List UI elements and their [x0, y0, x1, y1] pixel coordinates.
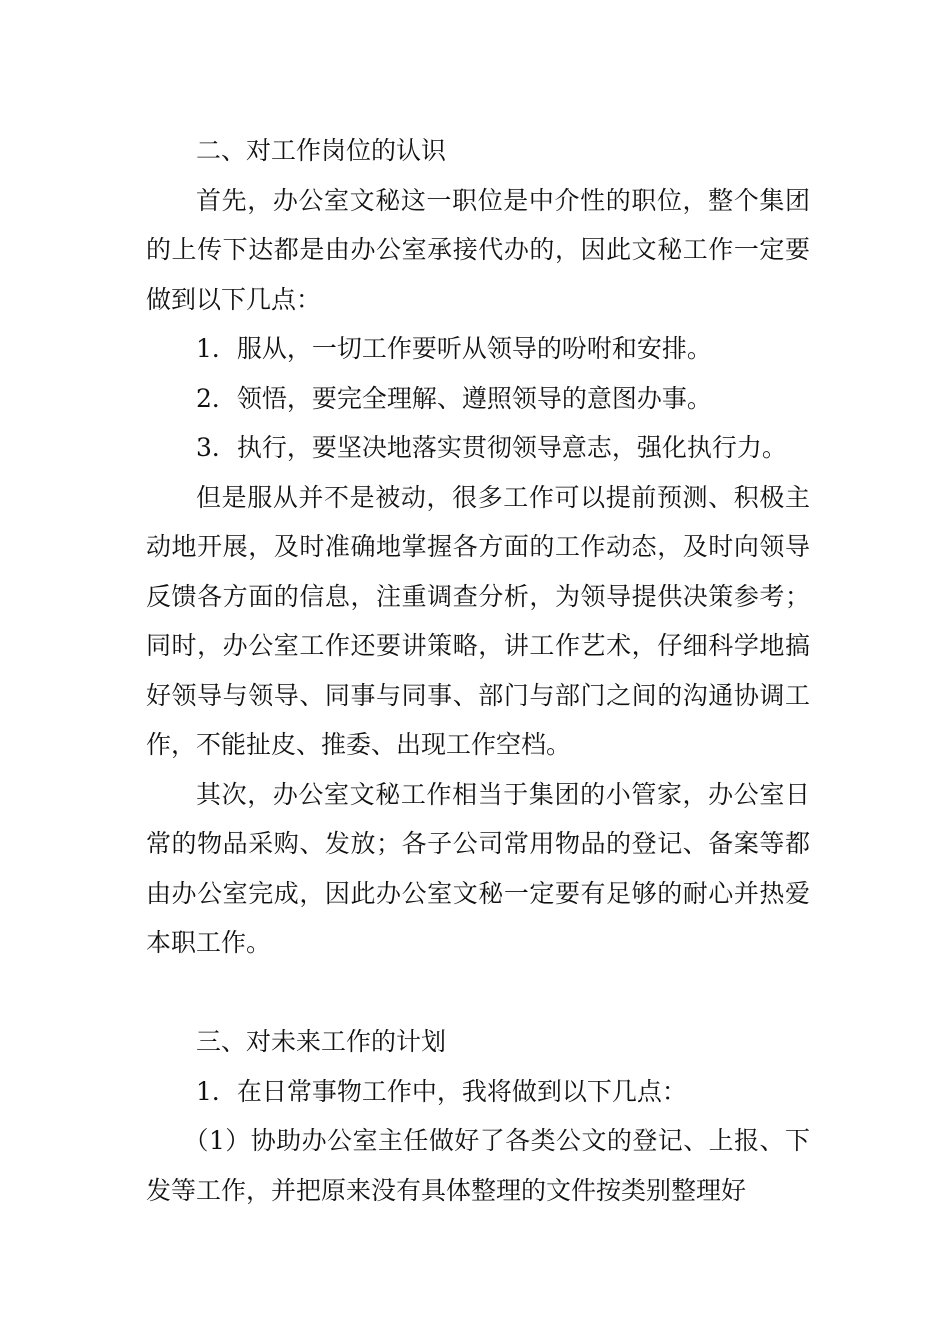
document-body: [146, 126, 810, 1215]
list-item-daily-affairs: 1．在日常事物工作中，我将做到以下几点：: [196, 1076, 687, 1106]
paragraph-housekeeper: 其次，办公室文秘工作相当于集团的小管家，办公室日常的物品采购、发放；各子公司常用物品的登记、备案等都由办公室完成，因此办公室文秘一定要有足够的耐心并热爱本职工作。: [146, 779, 810, 957]
list-item-obey: 1．服从，一切工作要听从领导的吩咐和安排。: [196, 334, 712, 363]
section-spacer: [146, 968, 810, 1018]
section-heading-job-understanding: 二、对工作岗位的认识: [196, 136, 447, 165]
paragraph-intro: 首先，办公室文秘这一职位是中介性的职位，整个集团的上传下达都是由办公室承接代办的，因此文秘工作一定要做到以下几点：: [146, 185, 810, 314]
list-item-comprehend: 2．领悟，要完全理解、遵照领导的意图办事。: [196, 383, 712, 413]
list-item-execute: 3．执行，要坚决地落实贯彻领导意志，强化执行力。: [196, 433, 787, 462]
sub-item-document-filing: （1）协助办公室主任做好了各类公文的登记、上报、下发等工作，并把原来没有具体整理的文件按类别整理好: [146, 1126, 810, 1205]
section-heading-future-plan: 三、对未来工作的计划: [196, 1027, 447, 1056]
paragraph-proactive: 但是服从并不是被动，很多工作可以提前预测、积极主动地开展，及时准确地掌握各方面的工作动态，及时向领导反馈各方面的信息，注重调查分析，为领导提供决策参考；同时，办公室工作还要讲策略，讲工作艺术，仔细科学地搞好领导与领导、同事与同事、部门与部门之间的沟通协调工作，不能扯皮、推委、出现工作空档。: [146, 482, 810, 759]
